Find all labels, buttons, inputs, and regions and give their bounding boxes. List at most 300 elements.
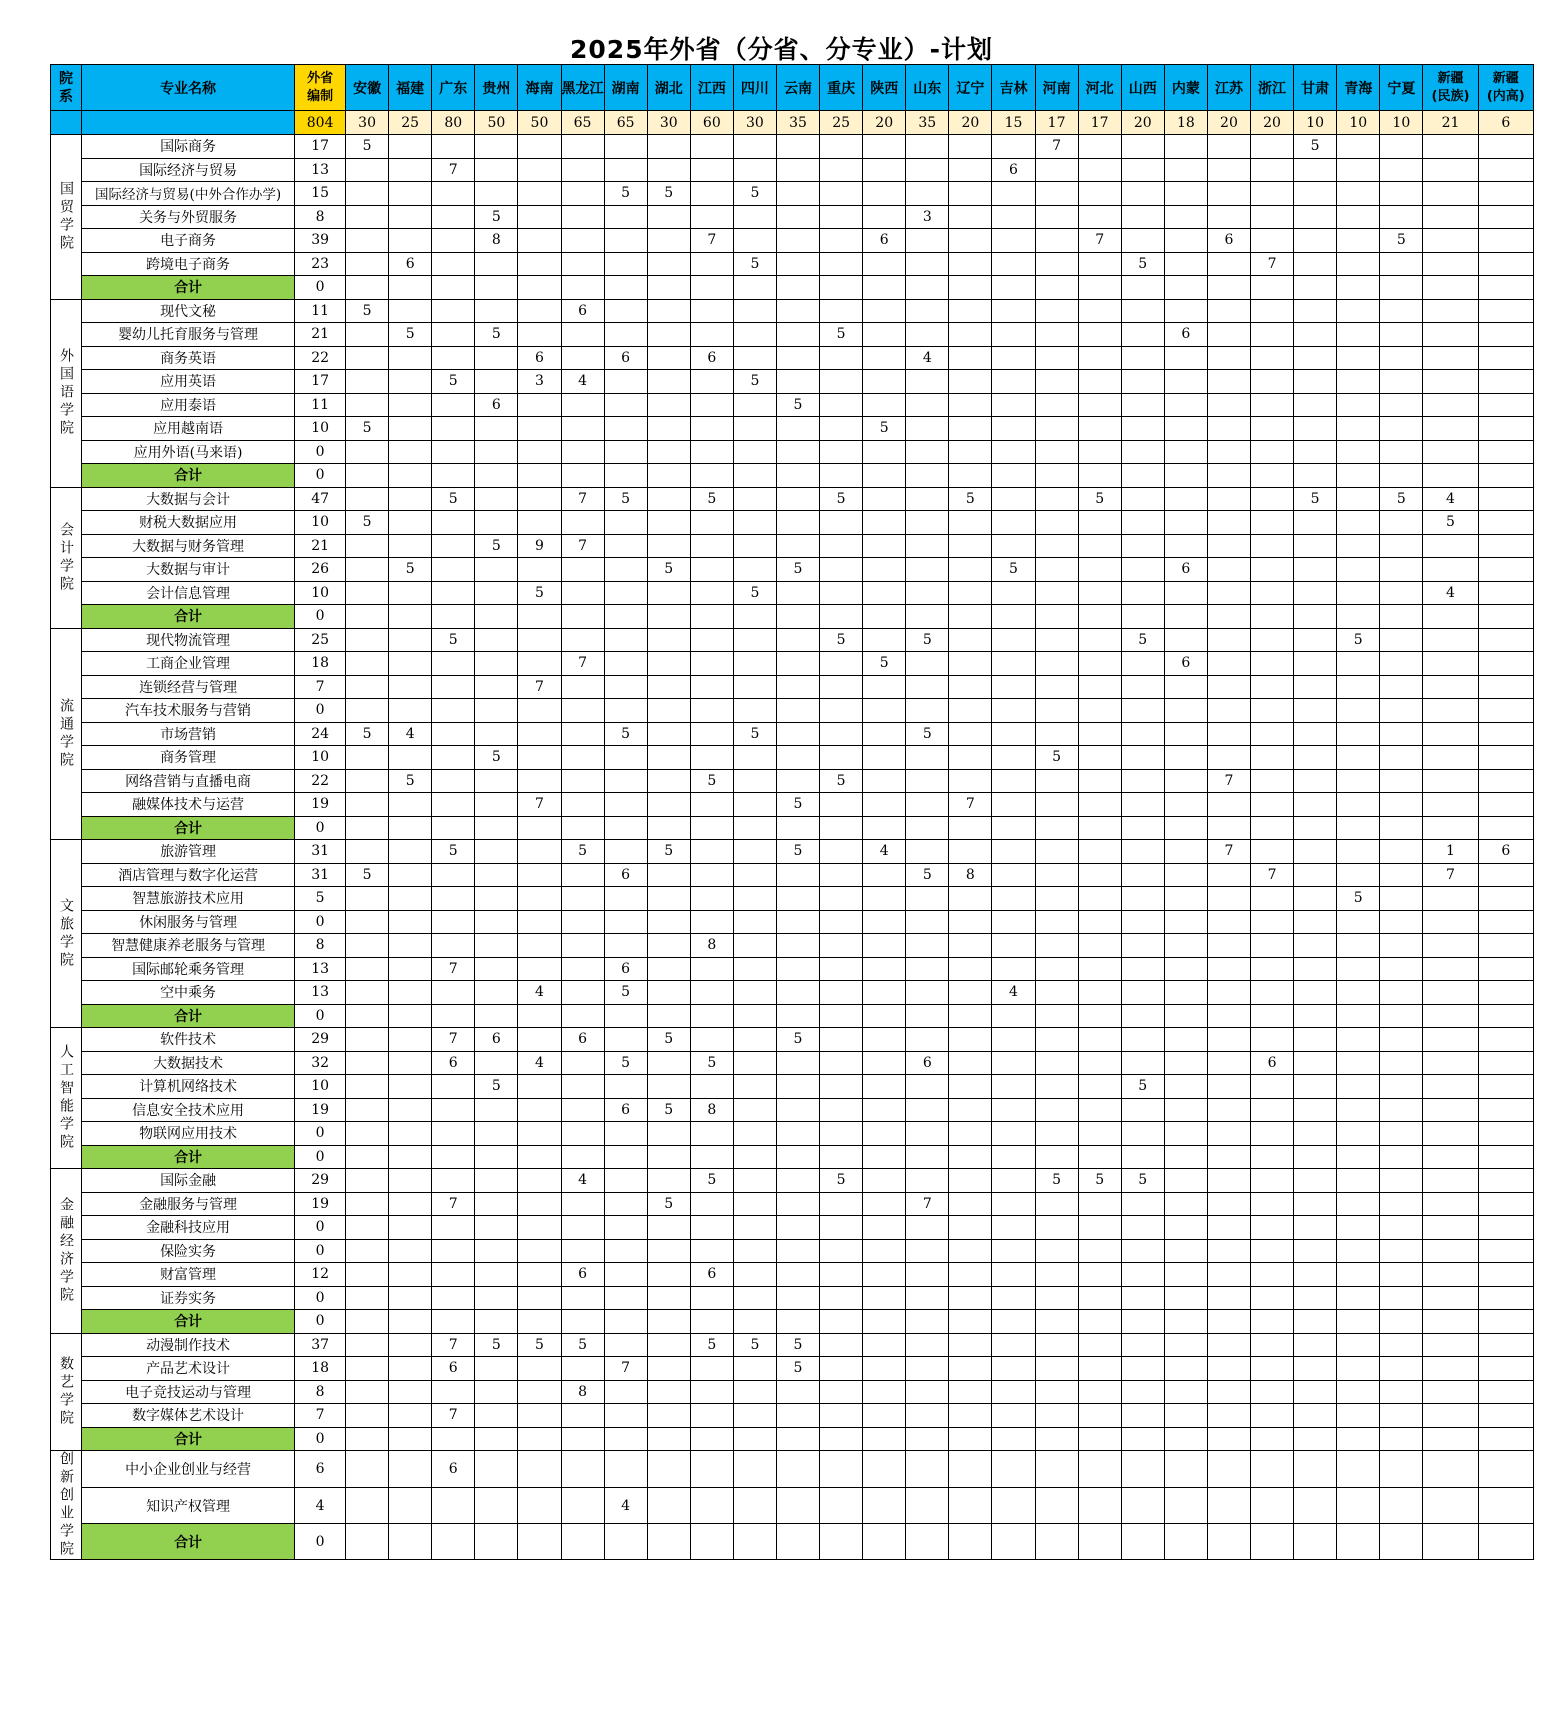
quota-cell	[647, 1239, 690, 1263]
quota-cell	[776, 464, 819, 488]
quota-cell	[1164, 370, 1207, 394]
quota-cell: 6	[561, 1263, 604, 1287]
quota-cell	[1121, 957, 1164, 981]
quota-cell	[647, 1404, 690, 1428]
quota-cell	[518, 1098, 561, 1122]
college-name: 金融经济学院	[51, 1169, 82, 1334]
quota-cell	[1121, 1028, 1164, 1052]
quota-cell	[992, 1263, 1035, 1287]
quota-cell	[647, 863, 690, 887]
quota-cell	[733, 769, 776, 793]
quota-cell	[690, 182, 733, 206]
quota-cell	[1121, 1145, 1164, 1169]
quota-cell	[906, 957, 949, 981]
quota-cell	[1207, 1192, 1250, 1216]
quota-cell: 6	[432, 1451, 475, 1488]
quota-cell	[949, 1487, 992, 1524]
quota-cell	[733, 1169, 776, 1193]
quota-cell	[776, 1098, 819, 1122]
quota-cell	[863, 1357, 906, 1381]
quota-cell	[1423, 699, 1478, 723]
quota-cell	[1164, 276, 1207, 300]
quota-cell	[1207, 487, 1250, 511]
quota-cell	[1207, 417, 1250, 441]
header-row	[51, 65, 1534, 111]
quota-cell	[432, 934, 475, 958]
quota-cell	[518, 1380, 561, 1404]
quota-cell	[992, 1451, 1035, 1488]
quota-cell	[647, 628, 690, 652]
quota-cell	[733, 746, 776, 770]
quota-cell	[604, 229, 647, 253]
quota-cell	[1121, 182, 1164, 206]
table-row	[51, 346, 1534, 370]
quota-cell	[1207, 1427, 1250, 1451]
quota-cell	[1207, 299, 1250, 323]
quota-cell	[1164, 229, 1207, 253]
quota-cell	[346, 182, 389, 206]
quota-cell	[432, 323, 475, 347]
quota-cell	[949, 1145, 992, 1169]
quota-cell	[1035, 205, 1078, 229]
quota-cell	[906, 464, 949, 488]
quota-cell	[389, 135, 432, 159]
quota-cell	[604, 675, 647, 699]
quota-cell	[733, 1051, 776, 1075]
quota-cell	[690, 840, 733, 864]
quota-cell	[1478, 1239, 1533, 1263]
quota-cell	[389, 346, 432, 370]
quota-cell	[647, 205, 690, 229]
quota-cell	[1078, 534, 1121, 558]
quota-cell	[346, 1263, 389, 1287]
quota-cell	[1078, 699, 1121, 723]
quota-cell: 9	[518, 534, 561, 558]
quota-cell	[1078, 1216, 1121, 1240]
quota-cell	[906, 605, 949, 629]
quota-cell	[389, 1028, 432, 1052]
table-row	[51, 370, 1534, 394]
major-total: 0	[295, 1122, 346, 1146]
table-row	[51, 863, 1534, 887]
quota-cell	[604, 1145, 647, 1169]
quota-cell	[1251, 1169, 1294, 1193]
quota-cell	[346, 1310, 389, 1334]
quota-cell	[1380, 1487, 1423, 1524]
quota-cell	[863, 1004, 906, 1028]
quota-cell	[1423, 1487, 1478, 1524]
quota-cell	[1078, 1004, 1121, 1028]
quota-cell: 5	[949, 487, 992, 511]
quota-cell	[776, 323, 819, 347]
quota-cell	[1035, 1075, 1078, 1099]
major-total: 10	[295, 1075, 346, 1099]
quota-cell	[1207, 1451, 1250, 1488]
quota-cell	[604, 793, 647, 817]
quota-cell: 5	[906, 863, 949, 887]
header-province: 辽宁	[949, 65, 992, 111]
quota-cell	[992, 1122, 1035, 1146]
quota-cell	[1121, 1239, 1164, 1263]
quota-cell	[432, 1239, 475, 1263]
quota-cell	[1294, 158, 1337, 182]
quota-cell	[561, 605, 604, 629]
quota-cell	[733, 1427, 776, 1451]
quota-cell	[647, 1427, 690, 1451]
college-name: 外国语学院	[51, 299, 82, 487]
quota-cell	[1164, 746, 1207, 770]
quota-cell	[1164, 981, 1207, 1005]
quota-cell	[906, 1169, 949, 1193]
quota-cell	[690, 299, 733, 323]
quota-cell	[1380, 1051, 1423, 1075]
quota-cell	[949, 1333, 992, 1357]
quota-cell	[604, 1122, 647, 1146]
table-row	[51, 1404, 1534, 1428]
quota-cell	[389, 840, 432, 864]
quota-cell: 3	[906, 205, 949, 229]
quota-cell	[1035, 840, 1078, 864]
quota-cell	[949, 1427, 992, 1451]
quota-cell: 7	[432, 1028, 475, 1052]
quota-cell	[561, 182, 604, 206]
quota-cell	[863, 182, 906, 206]
quota-cell	[863, 1145, 906, 1169]
quota-cell	[863, 1075, 906, 1099]
major-total: 37	[295, 1333, 346, 1357]
quota-cell	[1294, 393, 1337, 417]
quota-cell: 5	[346, 511, 389, 535]
quota-cell: 5	[389, 323, 432, 347]
quota-cell	[992, 722, 1035, 746]
quota-cell	[690, 1380, 733, 1404]
quota-cell	[1423, 1263, 1478, 1287]
quota-cell	[992, 1028, 1035, 1052]
quota-cell	[1121, 229, 1164, 253]
quota-cell	[820, 393, 863, 417]
quota-cell	[1294, 299, 1337, 323]
quota-cell	[690, 605, 733, 629]
quota-cell	[820, 534, 863, 558]
quota-cell	[1207, 440, 1250, 464]
quota-cell	[863, 534, 906, 558]
quota-cell	[820, 1075, 863, 1099]
major-name: 现代物流管理	[81, 628, 294, 652]
header-quota-label: 外省	[307, 70, 334, 86]
quota-cell	[475, 675, 518, 699]
totals-dept-cell	[51, 111, 82, 135]
quota-cell	[992, 628, 1035, 652]
major-name: 物联网应用技术	[81, 1122, 294, 1146]
quota-cell	[690, 135, 733, 159]
quota-cell	[690, 1145, 733, 1169]
major-total: 26	[295, 558, 346, 582]
quota-cell	[647, 722, 690, 746]
quota-cell	[1207, 276, 1250, 300]
quota-cell	[346, 840, 389, 864]
quota-cell	[1078, 440, 1121, 464]
quota-cell	[992, 276, 1035, 300]
quota-cell	[1035, 1098, 1078, 1122]
quota-cell	[949, 558, 992, 582]
quota-cell	[1164, 1004, 1207, 1028]
major-name: 国际金融	[81, 1169, 294, 1193]
quota-cell	[733, 299, 776, 323]
quota-cell	[389, 1216, 432, 1240]
quota-cell	[1294, 793, 1337, 817]
quota-cell	[820, 1451, 863, 1488]
quota-cell: 6	[992, 158, 1035, 182]
table-row	[51, 1075, 1534, 1099]
quota-cell	[518, 1075, 561, 1099]
quota-cell	[863, 887, 906, 911]
quota-cell	[1035, 534, 1078, 558]
quota-cell	[949, 276, 992, 300]
quota-cell	[561, 1310, 604, 1334]
quota-cell	[432, 276, 475, 300]
quota-cell	[432, 981, 475, 1005]
table-row	[51, 417, 1534, 441]
subtotal-row	[51, 1145, 1534, 1169]
quota-cell	[1251, 1427, 1294, 1451]
quota-cell	[518, 1286, 561, 1310]
quota-cell	[906, 370, 949, 394]
quota-cell	[1380, 558, 1423, 582]
quota-cell	[1035, 464, 1078, 488]
quota-cell	[1294, 1380, 1337, 1404]
quota-cell	[1251, 1098, 1294, 1122]
quota-cell	[1294, 934, 1337, 958]
quota-cell	[992, 1192, 1035, 1216]
quota-cell	[1423, 393, 1478, 417]
quota-cell	[1035, 605, 1078, 629]
quota-cell	[1337, 487, 1380, 511]
quota-cell	[1294, 511, 1337, 535]
quota-cell	[561, 158, 604, 182]
quota-cell	[863, 1333, 906, 1357]
quota-cell	[1121, 605, 1164, 629]
quota-cell	[647, 581, 690, 605]
quota-cell	[1207, 699, 1250, 723]
quota-cell	[1337, 1310, 1380, 1334]
quota-cell	[475, 628, 518, 652]
quota-cell	[1423, 1122, 1478, 1146]
quota-cell	[863, 1263, 906, 1287]
quota-cell	[949, 1310, 992, 1334]
major-name: 应用越南语	[81, 417, 294, 441]
quota-cell	[1294, 699, 1337, 723]
quota-cell	[820, 1239, 863, 1263]
quota-cell	[1207, 793, 1250, 817]
quota-cell	[389, 793, 432, 817]
quota-cell	[518, 628, 561, 652]
quota-cell	[432, 581, 475, 605]
table-row	[51, 534, 1534, 558]
quota-cell	[776, 581, 819, 605]
quota-cell	[820, 816, 863, 840]
quota-cell	[1121, 887, 1164, 911]
quota-cell	[1380, 205, 1423, 229]
quota-cell	[1251, 981, 1294, 1005]
quota-cell	[776, 1169, 819, 1193]
subtotal-label: 合计	[81, 1310, 294, 1334]
quota-cell	[776, 135, 819, 159]
quota-cell	[992, 1216, 1035, 1240]
quota-cell	[690, 628, 733, 652]
quota-cell: 6	[906, 1051, 949, 1075]
quota-cell: 5	[820, 487, 863, 511]
quota-cell	[1294, 346, 1337, 370]
quota-cell	[820, 699, 863, 723]
quota-cell	[863, 135, 906, 159]
quota-cell	[346, 1427, 389, 1451]
totals-province-value: 17	[1035, 111, 1078, 135]
quota-cell	[1207, 816, 1250, 840]
quota-cell	[1337, 769, 1380, 793]
quota-cell	[1078, 511, 1121, 535]
quota-cell	[518, 910, 561, 934]
quota-cell	[1035, 229, 1078, 253]
quota-cell	[776, 1263, 819, 1287]
quota-cell	[518, 887, 561, 911]
quota-cell	[604, 252, 647, 276]
quota-cell	[561, 1122, 604, 1146]
quota-cell	[992, 1310, 1035, 1334]
quota-cell	[432, 1004, 475, 1028]
quota-cell	[1478, 182, 1533, 206]
quota-cell	[733, 1380, 776, 1404]
major-total: 21	[295, 534, 346, 558]
quota-cell: 5	[1078, 1169, 1121, 1193]
quota-cell	[992, 1357, 1035, 1381]
quota-cell: 8	[561, 1380, 604, 1404]
quota-cell: 7	[561, 652, 604, 676]
table-row	[51, 440, 1534, 464]
quota-cell	[1035, 981, 1078, 1005]
table-row	[51, 957, 1534, 981]
quota-cell	[1164, 1524, 1207, 1560]
quota-cell	[346, 769, 389, 793]
quota-cell	[346, 534, 389, 558]
quota-cell	[733, 840, 776, 864]
quota-cell	[1164, 1028, 1207, 1052]
quota-cell	[690, 1004, 733, 1028]
quota-cell	[389, 417, 432, 441]
quota-cell	[1294, 816, 1337, 840]
quota-cell	[733, 1286, 776, 1310]
quota-cell	[1380, 863, 1423, 887]
quota-cell	[1121, 464, 1164, 488]
quota-cell	[863, 793, 906, 817]
quota-cell	[1380, 182, 1423, 206]
quota-cell: 5	[346, 722, 389, 746]
quota-cell: 5	[432, 370, 475, 394]
quota-cell: 5	[475, 1075, 518, 1099]
quota-cell	[733, 1075, 776, 1099]
quota-cell	[1380, 135, 1423, 159]
quota-cell	[1294, 1216, 1337, 1240]
quota-cell	[1423, 370, 1478, 394]
table-row	[51, 581, 1534, 605]
quota-cell	[475, 464, 518, 488]
quota-cell	[1294, 252, 1337, 276]
quota-cell	[1294, 981, 1337, 1005]
table-row	[51, 1263, 1534, 1287]
quota-cell: 5	[776, 793, 819, 817]
table-row	[51, 1451, 1534, 1488]
quota-cell	[1207, 910, 1250, 934]
quota-cell	[906, 1427, 949, 1451]
quota-cell	[475, 1145, 518, 1169]
quota-cell	[1207, 1487, 1250, 1524]
quota-cell	[1164, 793, 1207, 817]
quota-cell	[346, 1051, 389, 1075]
quota-cell: 6	[604, 1098, 647, 1122]
quota-cell	[1423, 276, 1478, 300]
quota-cell: 5	[518, 1333, 561, 1357]
quota-cell	[604, 1333, 647, 1357]
quota-cell	[1337, 1004, 1380, 1028]
quota-cell	[647, 464, 690, 488]
quota-cell	[906, 276, 949, 300]
quota-cell	[346, 981, 389, 1005]
major-total: 13	[295, 981, 346, 1005]
quota-cell	[1423, 934, 1478, 958]
quota-cell	[1078, 1310, 1121, 1334]
quota-cell	[1294, 1145, 1337, 1169]
quota-cell	[906, 393, 949, 417]
subtotal-value: 0	[295, 1145, 346, 1169]
quota-cell	[863, 722, 906, 746]
quota-cell	[1478, 769, 1533, 793]
quota-cell	[1294, 182, 1337, 206]
quota-cell	[1078, 887, 1121, 911]
major-total: 31	[295, 863, 346, 887]
quota-cell	[733, 1263, 776, 1287]
quota-cell	[906, 581, 949, 605]
quota-cell	[949, 769, 992, 793]
table-row	[51, 299, 1534, 323]
quota-cell	[949, 699, 992, 723]
quota-cell	[1035, 1192, 1078, 1216]
quota-cell	[604, 1380, 647, 1404]
quota-cell	[1423, 464, 1478, 488]
quota-cell	[863, 1427, 906, 1451]
quota-cell: 5	[346, 863, 389, 887]
quota-cell	[518, 1122, 561, 1146]
quota-cell	[776, 1216, 819, 1240]
quota-cell	[1207, 1286, 1250, 1310]
quota-cell: 5	[776, 1028, 819, 1052]
quota-cell	[1121, 1098, 1164, 1122]
quota-cell: 4	[863, 840, 906, 864]
quota-cell	[647, 417, 690, 441]
quota-cell	[389, 1333, 432, 1357]
quota-cell	[949, 464, 992, 488]
quota-cell	[1251, 1380, 1294, 1404]
quota-cell	[1078, 393, 1121, 417]
major-total: 17	[295, 135, 346, 159]
quota-cell	[1337, 158, 1380, 182]
quota-cell	[820, 581, 863, 605]
quota-cell: 5	[776, 840, 819, 864]
quota-cell	[949, 323, 992, 347]
quota-cell	[1251, 299, 1294, 323]
major-total: 47	[295, 487, 346, 511]
quota-cell	[1078, 370, 1121, 394]
quota-cell: 5	[776, 393, 819, 417]
quota-cell	[992, 1004, 1035, 1028]
